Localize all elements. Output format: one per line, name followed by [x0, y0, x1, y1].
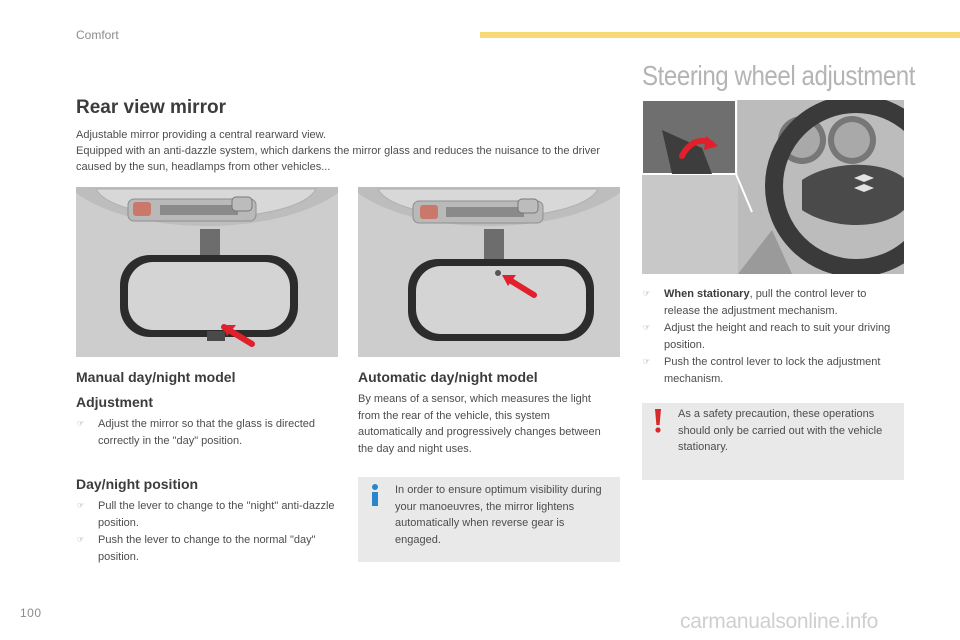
adjustment-title: Adjustment: [76, 394, 153, 410]
adjustment-list: [76, 416, 338, 450]
list-item: ☞ Push the lever to change to the normal "day" position.: [77, 534, 316, 563]
manual-mirror-drawing: [76, 187, 338, 357]
watermark: carmanualsonline.info: [680, 610, 878, 633]
list-item: ☞ Adjust the mirror so that the glass is directed correctly in the "day" position.: [77, 418, 316, 447]
pointing-hand-icon: ☞: [643, 323, 651, 332]
pointing-hand-icon: ☞: [643, 289, 651, 298]
info-text: In order to ensure optimum visibility during your manoeuvres, the mirror lightens automatically when reverse gear is engaged.: [395, 484, 602, 546]
steering-illustration: [642, 100, 904, 274]
list-item: ☞ Push the control lever to lock the adjustment mechanism.: [643, 356, 881, 385]
manual-model-title: Manual day/night model: [76, 369, 236, 385]
pointing-hand-icon: ☞: [77, 501, 85, 510]
list-item: ☞ Adjust the height and reach to suit your driving position.: [643, 322, 891, 351]
rear-mirror-intro: [76, 127, 616, 175]
list-item: ☞ When stationary, pull the control lever to release the adjustment mechanism.: [643, 288, 867, 317]
warning-box: [642, 403, 904, 480]
day-night-title: Day/night position: [76, 476, 199, 492]
day-night-list: [76, 498, 338, 566]
header-accent-bar: [480, 32, 960, 38]
automatic-model-title: Automatic day/night model: [358, 369, 538, 385]
intro-line-2: Equipped with an anti-dazzle system, which darkens the mirror glass and reduces the nuisance to the driver caused by the sun, headlamps from other vehicles...: [76, 145, 600, 173]
page-number: 100: [20, 606, 42, 620]
automatic-description: By means of a sensor, which measures the light from the rear of the vehicle, this system automatically and progressively changes between the day and night uses.: [358, 393, 601, 455]
info-box: [358, 477, 620, 562]
rear-mirror-title: Rear view mirror: [76, 97, 226, 118]
steering-drawing: [642, 100, 904, 274]
exclamation-icon: [652, 409, 664, 433]
steering-list: [642, 286, 904, 388]
info-icon: [368, 483, 382, 507]
intro-line-1: Adjustable mirror providing a central rearward view.: [76, 129, 327, 141]
pointing-hand-icon: ☞: [77, 535, 85, 544]
automatic-mirror-illustration: [358, 187, 620, 357]
section-label: Comfort: [76, 28, 119, 42]
warning-text: As a safety precaution, these operations should only be carried out with the vehicle stationary.: [678, 408, 883, 453]
pointing-hand-icon: ☞: [643, 357, 651, 366]
list-item: ☞ Pull the lever to change to the "night" anti-dazzle position.: [77, 500, 335, 529]
automatic-mirror-drawing: [358, 187, 620, 357]
manual-mirror-illustration: [76, 187, 338, 357]
pointing-hand-icon: ☞: [77, 419, 85, 428]
steering-title: Steering wheel adjustment: [642, 60, 916, 91]
